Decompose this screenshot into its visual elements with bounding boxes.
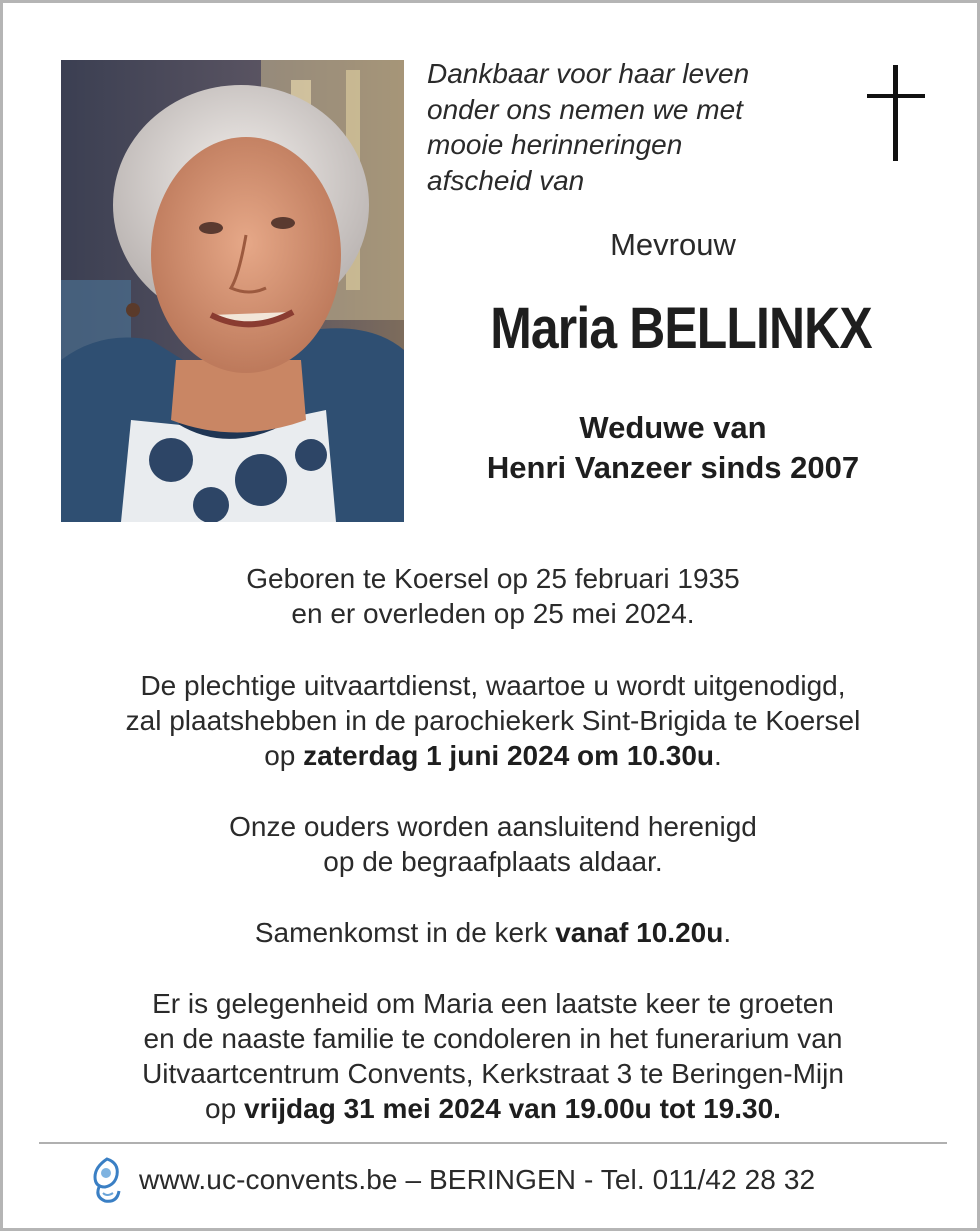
portrait-photo	[61, 60, 404, 522]
visitation-paragraph	[43, 986, 943, 1126]
gathering-line	[43, 915, 943, 950]
deceased-name: Maria BELLINKX	[490, 296, 872, 361]
gathering-time: vanaf 10.20u	[555, 917, 724, 948]
birth-paragraph	[43, 561, 943, 631]
gathering-prefix: Samenkomst in de kerk	[254, 917, 556, 948]
intro-line: mooie herinneringen	[427, 129, 683, 160]
uc-convents-logo-icon	[91, 1157, 123, 1203]
gathering-suffix: .	[723, 917, 732, 948]
visitation-time: vrijdag 31 mei 2024 van 19.00u tot 19.30.	[243, 1093, 781, 1124]
visitation-line: en de naaste familie te condoleren in het funerarium van	[143, 1023, 843, 1054]
footer-contact: www.uc-convents.be – BERINGEN - Tel. 011/42 28 32	[139, 1164, 816, 1195]
widow-line: Weduwe van	[579, 410, 767, 445]
service-line: zal plaatshebben in de parochiekerk Sint-Brigida te Koersel	[125, 705, 861, 736]
service-prefix: op	[264, 740, 304, 771]
honorific: Mevrouw	[610, 227, 736, 262]
service-suffix: .	[714, 740, 722, 771]
visitation-line: Er is gelegenheid om Maria een laatste keer te groeten	[152, 988, 834, 1019]
gathering-paragraph	[43, 915, 943, 950]
visitation-line: Uitvaartcentrum Convents, Kerkstraat 3 te Beringen-Mijn	[142, 1058, 844, 1089]
footer	[91, 1157, 815, 1203]
service-paragraph	[43, 668, 943, 773]
widow-line: Henri Vanzeer sinds 2007	[486, 450, 860, 485]
service-line	[43, 738, 943, 773]
intro-text	[427, 56, 827, 198]
burial-paragraph	[43, 809, 943, 879]
burial-line: op de begraafplaats aldaar.	[323, 846, 663, 877]
footer-divider	[39, 1142, 947, 1144]
visitation-line	[43, 1091, 943, 1126]
service-date: zaterdag 1 juni 2024 om 10.30u	[303, 740, 714, 771]
widow-info	[403, 408, 943, 488]
intro-line: afscheid van	[427, 164, 585, 196]
burial-line: Onze ouders worden aansluitend herenigd	[229, 811, 757, 842]
visitation-prefix: op	[205, 1093, 244, 1124]
birth-line: en er overleden op 25 mei 2024.	[291, 598, 695, 629]
birth-line: Geboren te Koersel op 25 februari 1935	[246, 563, 740, 594]
intro-line: onder ons nemen we met	[427, 93, 743, 125]
service-line: De plechtige uitvaartdienst, waartoe u wordt uitgenodigd,	[140, 670, 846, 701]
intro-line: Dankbaar voor haar leven	[427, 58, 750, 89]
cross-icon	[867, 65, 925, 161]
